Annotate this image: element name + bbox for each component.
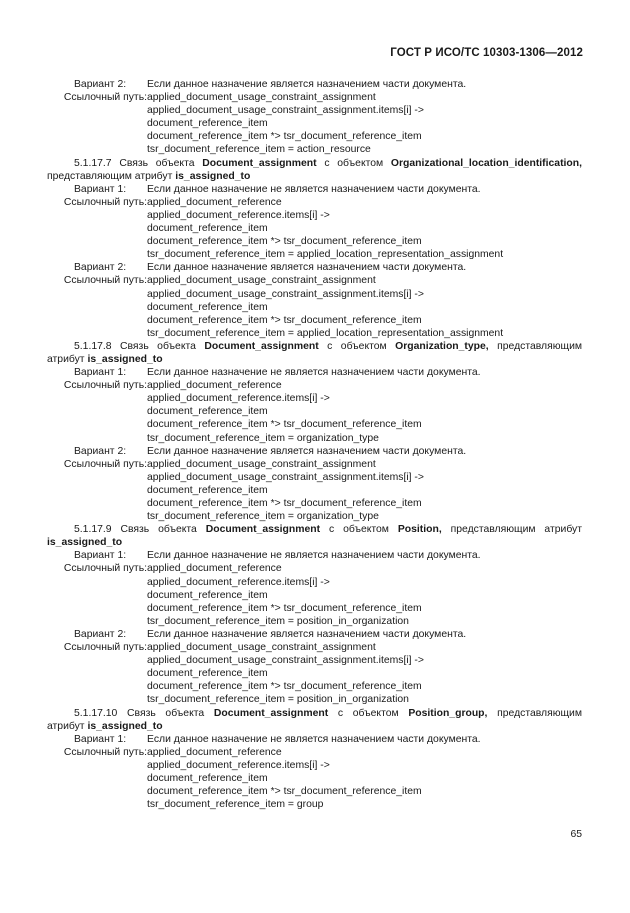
path-line: document_reference_item *> tsr_document_reference_item: [147, 602, 422, 614]
ref-path-label: Ссылочный путь:: [63, 458, 147, 470]
variant-condition: Если данное назначение не является назначением части документа.: [147, 183, 481, 195]
page-number: 65: [570, 829, 582, 840]
variant-row: [47, 78, 582, 91]
path-line: document_reference_item: [147, 668, 268, 680]
variant-condition: Если данное назначение является назначением части документа.: [147, 79, 467, 90]
variant-label: Вариант 1:: [74, 733, 127, 745]
path-line: document_reference_item: [147, 118, 268, 130]
path-line: tsr_document_reference_item = organization_type: [147, 511, 379, 523]
path-line: document_reference_item *> tsr_document_reference_item: [147, 498, 422, 509]
path-line: applied_document_usage_constraint_assignment: [147, 642, 376, 654]
path-line: tsr_document_reference_item = position_in_organization: [147, 615, 409, 627]
ref-path-label: Ссылочный путь:: [63, 275, 147, 287]
path-line: applied_document_reference.items[i] ->: [147, 576, 330, 588]
variant-condition: Если данное назначение не является назначением части документа.: [147, 550, 481, 562]
path-line: document_reference_item: [147, 223, 268, 235]
document-body: [47, 78, 582, 811]
ref-path-row: [47, 91, 582, 104]
variant-condition: Если данное назначение является назначением части документа.: [147, 262, 467, 274]
path-line: applied_document_reference: [147, 746, 282, 758]
path-line: tsr_document_reference_item = position_in_organization: [147, 694, 409, 706]
path-line: document_reference_item *> tsr_document_reference_item: [147, 236, 422, 248]
variant-label: Вариант 1:: [74, 550, 127, 562]
section-heading-5-1-17-9: 5.1.17.9 Связь объекта Document_assignment с объектом Position, представляющим атрибут: [74, 524, 583, 536]
path-line: document_reference_item: [147, 484, 268, 496]
ref-path-label: Ссылочный путь:: [63, 642, 147, 654]
path-line: document_reference_item *> tsr_document_reference_item: [147, 681, 422, 693]
ref-path-label: Ссылочный путь:: [63, 746, 147, 758]
path-line: applied_document_reference: [147, 563, 282, 575]
path-line: applied_document_usage_constraint_assignment.items[i] ->: [147, 655, 424, 667]
path-line: applied_document_usage_constraint_assignment: [147, 275, 376, 287]
path-line: applied_document_reference: [147, 196, 282, 208]
path-line: document_reference_item *> tsr_document_reference_item: [147, 419, 422, 431]
section-heading-line2: представляющим атрибут is_assigned_to: [47, 170, 251, 182]
variant-label: Вариант 2:: [74, 79, 127, 90]
section-heading-line2: is_assigned_to: [47, 537, 123, 549]
path-line: tsr_document_reference_item = action_resource: [147, 144, 371, 156]
path-line: applied_document_reference: [147, 380, 282, 392]
path-line: applied_document_reference.items[i] ->: [147, 393, 330, 405]
path-line: tsr_document_reference_item = organization_type: [147, 432, 379, 444]
section-heading-5-1-17-7: 5.1.17.7 Связь объекта Document_assignment с объектом Organizational_location_identification,: [74, 157, 583, 169]
path-line: applied_document_reference.items[i] ->: [147, 759, 330, 771]
path-line: document_reference_item: [147, 589, 268, 601]
variant-condition: Если данное назначение не является назначением части документа.: [147, 367, 481, 379]
variant-label: Вариант 2:: [74, 628, 127, 640]
path-line: document_reference_item: [147, 772, 268, 784]
section-heading-line2: атрибут is_assigned_to: [47, 353, 163, 365]
document-header: ГОСТ Р ИСО/ТС 10303-1306—2012: [390, 47, 583, 59]
variant-label: Вариант 1:: [74, 183, 127, 195]
path-line: document_reference_item *> tsr_document_reference_item: [147, 131, 422, 143]
section-heading-5-1-17-8: 5.1.17.8 Связь объекта Document_assignment с объектом Organization_type, представляющим: [74, 340, 583, 352]
variant-condition: Если данное назначение не является назначением части документа.: [147, 733, 481, 745]
variant-label: Вариант 1:: [74, 367, 127, 379]
path-line: applied_document_usage_constraint_assignment: [147, 92, 376, 104]
variant-label: Вариант 2:: [74, 262, 127, 274]
ref-path-label: Ссылочный путь:: [63, 196, 147, 208]
path-line: applied_document_usage_constraint_assignment: [147, 458, 376, 470]
ref-path-label: Ссылочный путь:: [63, 92, 147, 104]
path-line: applied_document_usage_constraint_assignment.items[i] ->: [147, 105, 424, 117]
variant-label: Вариант 2:: [74, 445, 127, 457]
ref-path-label: Ссылочный путь:: [63, 563, 147, 575]
variant-condition: Если данное назначение является назначением части документа.: [147, 445, 467, 457]
path-line: document_reference_item: [147, 301, 268, 313]
path-line: tsr_document_reference_item = applied_location_representation_assignment: [147, 327, 504, 339]
path-line: applied_document_usage_constraint_assignment.items[i] ->: [147, 471, 424, 483]
path-line: document_reference_item: [147, 406, 268, 418]
path-line: tsr_document_reference_item = applied_location_representation_assignment: [147, 249, 504, 261]
ref-path-label: Ссылочный путь:: [63, 380, 147, 392]
path-line: applied_document_usage_constraint_assignment.items[i] ->: [147, 288, 424, 300]
section-heading-5-1-17-10: 5.1.17.10 Связь объекта Document_assignment с объектом Position_group, представляющим: [74, 707, 583, 719]
path-line: document_reference_item *> tsr_document_reference_item: [147, 786, 422, 798]
path-line: document_reference_item *> tsr_document_reference_item: [147, 314, 422, 326]
section-heading-line2: атрибут is_assigned_to: [47, 720, 163, 732]
variant-condition: Если данное назначение является назначением части документа.: [147, 628, 467, 640]
path-line: tsr_document_reference_item = group: [147, 799, 324, 811]
path-line: applied_document_reference.items[i] ->: [147, 209, 330, 221]
